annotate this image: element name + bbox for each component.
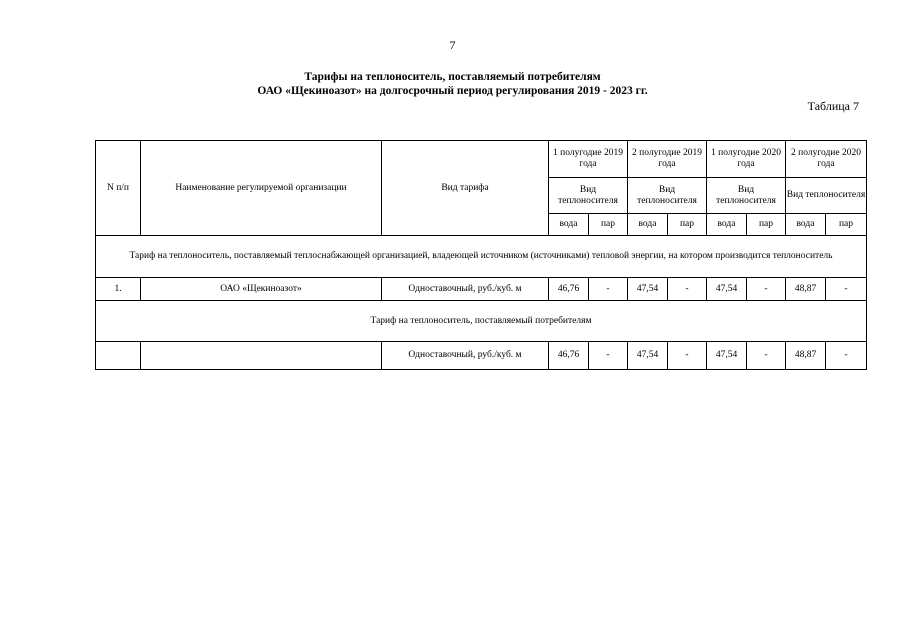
section-row-2 [96,301,867,342]
header-water: вода [628,214,668,236]
section-title-1: Тариф на теплоноситель, поставляемый теплоснабжающей организацией, владеющей источником (источниками) тепловой энергии, на котором производится теплоноситель [96,236,867,278]
header-steam: пар [589,214,628,236]
row-value: 48,87 [786,278,826,301]
page-number: 7 [449,38,456,52]
row-value: - [668,342,707,370]
header-steam: пар [747,214,786,236]
row-value: - [589,278,628,301]
header-period-1: 1 полугодие 2019 года [549,141,628,178]
row-value: 47,54 [707,278,747,301]
header-water: вода [549,214,589,236]
section-row-1 [96,236,867,278]
row-value: 48,87 [786,342,826,370]
table-row [96,342,867,370]
row-num: 1. [96,278,141,301]
row-value: 47,54 [628,278,668,301]
header-period-3: 1 полугодие 2020 года [707,141,786,178]
header-tariff-type: Вид тарифа [382,141,549,236]
row-value: 47,54 [707,342,747,370]
header-carrier-type-3: Вид теплоносителя [707,178,786,214]
title-line-2: ОАО «Щекиноазот» на долгосрочный период регулирования 2019 - 2023 гг. [257,85,648,97]
row-value: - [668,278,707,301]
header-carrier-type-2: Вид теплоносителя [628,178,707,214]
header-org-name: Наименование регулируемой организации [141,141,382,236]
row-org-name: ОАО «Щекиноазот» [141,278,382,301]
header-water: вода [707,214,747,236]
row-value: - [589,342,628,370]
row-value: 46,76 [549,342,589,370]
row-value: 47,54 [628,342,668,370]
header-water: вода [786,214,826,236]
table-label: Таблица 7 [807,99,859,113]
header-row-periods [96,141,867,178]
header-num: N п/п [96,141,141,236]
document-title [0,70,905,98]
row-org-name [141,342,382,370]
section-title-2: Тариф на теплоноситель, поставляемый потребителям [96,301,867,342]
header-steam: пар [668,214,707,236]
row-value: - [826,278,867,301]
row-value: - [826,342,867,370]
row-tariff-type: Одноставочный, руб./куб. м [382,342,549,370]
row-value: - [747,278,786,301]
table-row [96,278,867,301]
row-value: - [747,342,786,370]
header-steam: пар [826,214,867,236]
header-period-4: 2 полугодие 2020 года [786,141,867,178]
tariff-table [95,140,867,370]
header-period-2: 2 полугодие 2019 года [628,141,707,178]
row-tariff-type: Одноставочный, руб./куб. м [382,278,549,301]
row-num [96,342,141,370]
header-carrier-type-1: Вид теплоносителя [549,178,628,214]
title-line-1: Тарифы на теплоноситель, поставляемый потребителям [304,71,601,83]
header-carrier-type-4: Вид теплоносителя [786,178,867,214]
row-value: 46,76 [549,278,589,301]
